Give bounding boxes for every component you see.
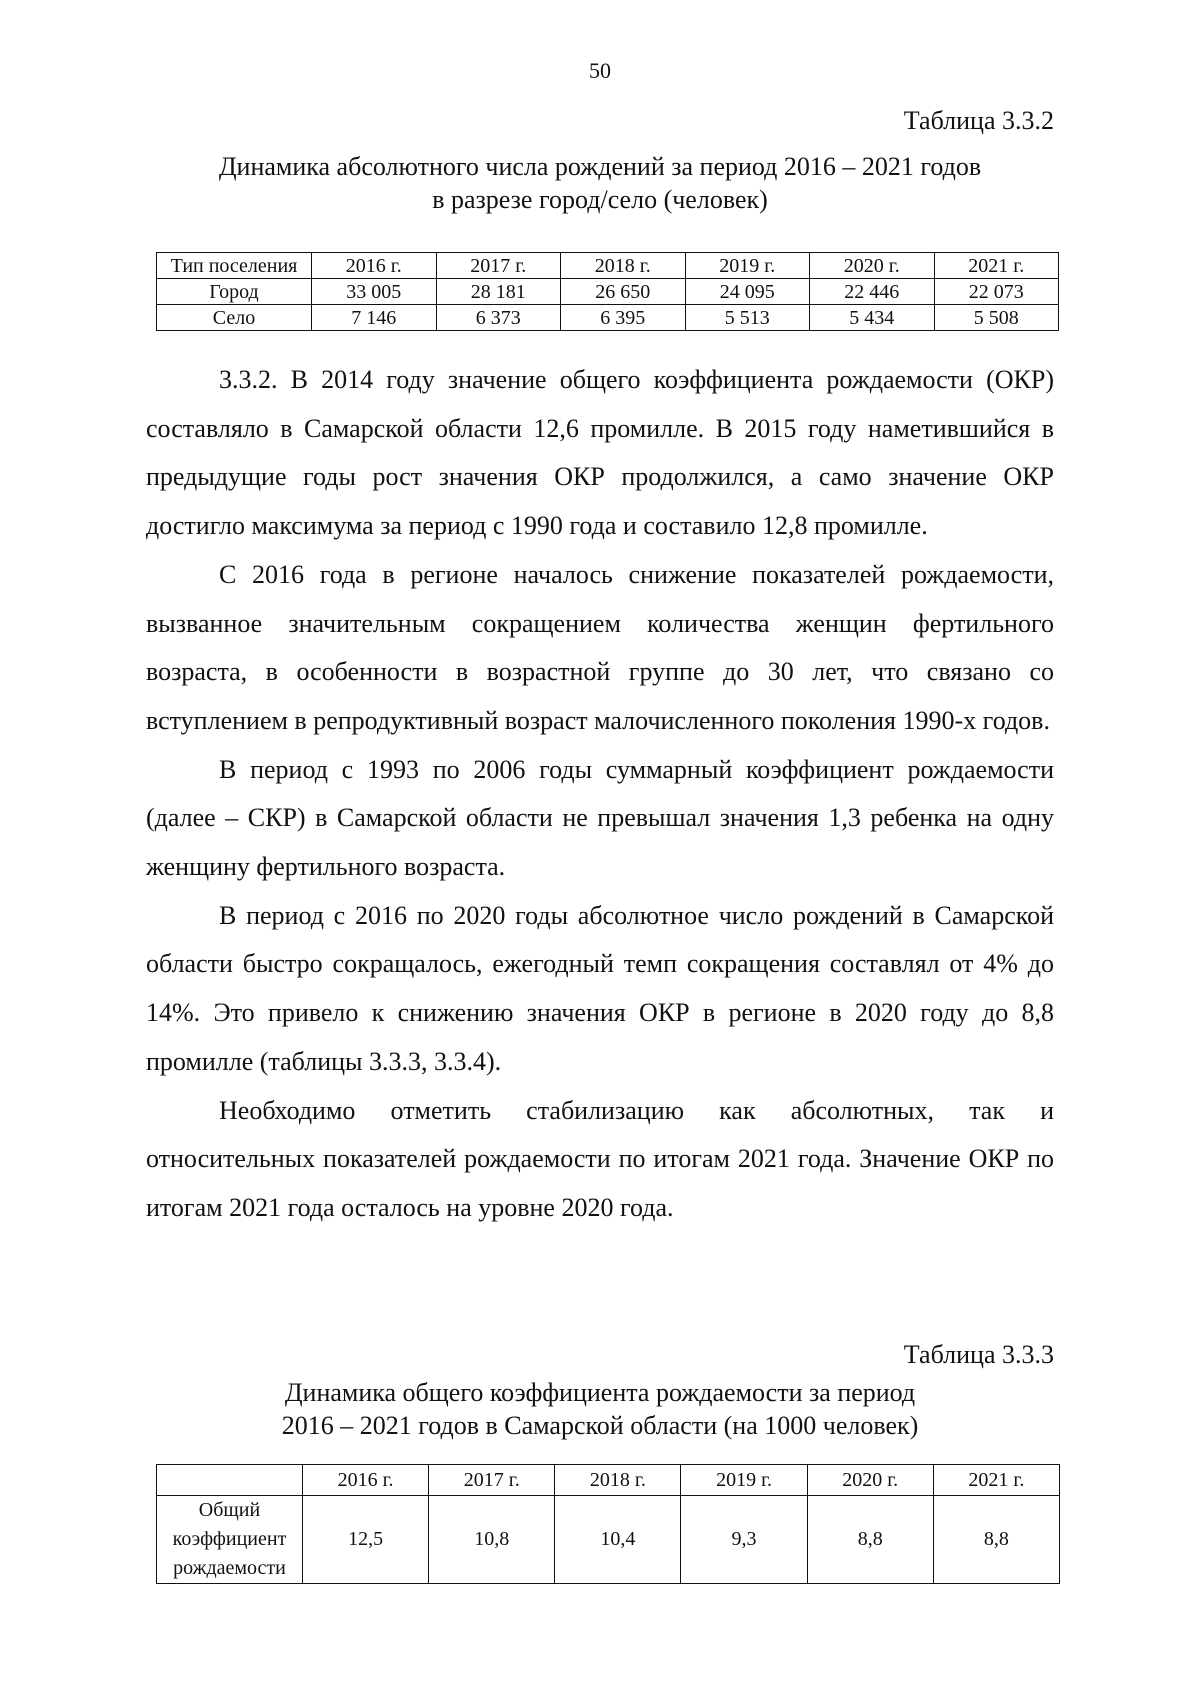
header-cell bbox=[157, 1465, 303, 1496]
header-cell: 2018 г. bbox=[561, 253, 686, 279]
table-header-row bbox=[157, 1465, 1060, 1496]
header-cell: 2019 г. bbox=[681, 1465, 807, 1496]
header-cell: 2019 г. bbox=[685, 253, 810, 279]
header-cell: Тип поселения bbox=[157, 253, 312, 279]
paragraph: С 2016 года в регионе началось снижение показателей рождаемости, вызванное значительным сокращением количества женщин фертильного возраста, в особенности в возрастной группе до 30 лет, что связано со вступлением в репродуктивный возраст малочисленного поколения 1990-х годов. bbox=[146, 559, 1054, 735]
header-cell: 2016 г. bbox=[312, 253, 437, 279]
table-title bbox=[0, 1376, 1200, 1442]
table-row bbox=[157, 1496, 1060, 1584]
table-cell: 9,3 bbox=[681, 1496, 807, 1584]
table-label: Таблица 3.3.3 bbox=[903, 1340, 1054, 1369]
table-cell: 6 373 bbox=[436, 305, 561, 331]
table-row bbox=[157, 279, 1059, 305]
table-cell: 33 005 bbox=[312, 279, 437, 305]
table-header-row bbox=[157, 253, 1059, 279]
table-title-line: 2016 – 2021 годов в Самарской области (на 1000 человек) bbox=[281, 1411, 919, 1440]
births-by-settlement-table bbox=[156, 252, 1059, 331]
header-cell: 2021 г. bbox=[934, 253, 1059, 279]
paragraph: В период с 1993 по 2006 годы суммарный коэффициент рождаемости (далее – СКР) в Самарской области не превышал значения 1,3 ребенка на одну женщину фертильного возраста. bbox=[146, 754, 1054, 882]
header-cell: 2020 г. bbox=[810, 253, 935, 279]
header-cell: 2020 г. bbox=[807, 1465, 933, 1496]
table-cell: 8,8 bbox=[933, 1496, 1059, 1584]
header-cell: 2017 г. bbox=[436, 253, 561, 279]
table-label: Таблица 3.3.2 bbox=[903, 106, 1054, 135]
table-cell: 10,4 bbox=[555, 1496, 681, 1584]
row-label-line: коэффициент bbox=[172, 1528, 287, 1550]
table-cell: 8,8 bbox=[807, 1496, 933, 1584]
paragraph: Необходимо отметить стабилизацию как абсолютных, так и относительных показателей рождаемости по итогам 2021 года. Значение ОКР по итогам 2021 года осталось на уровне 2020 года. bbox=[146, 1095, 1054, 1222]
table-row bbox=[157, 305, 1059, 331]
table-cell: 22 073 bbox=[934, 279, 1059, 305]
body-text bbox=[146, 356, 1054, 1233]
header-cell: 2017 г. bbox=[429, 1465, 555, 1496]
row-label-line: рождаемости bbox=[173, 1557, 286, 1579]
header-cell: 2016 г. bbox=[303, 1465, 429, 1496]
table-cell: 10,8 bbox=[429, 1496, 555, 1584]
page-number: 50 bbox=[589, 58, 611, 83]
table-title-line: в разрезе город/село (человек) bbox=[432, 185, 768, 214]
table-title-line: Динамика общего коэффициента рождаемости за период bbox=[284, 1378, 916, 1407]
header-cell: 2018 г. bbox=[555, 1465, 681, 1496]
paragraph: В период с 2016 по 2020 годы абсолютное число рождений в Самарской области быстро сокращалось, ежегодный темп сокращения составлял от 4% до 14%. Это привело к снижению значения ОКР в регионе в 2020 году до 8,8 промилле (таблицы 3.3.3, 3.3.4). bbox=[146, 900, 1054, 1076]
table-cell: 28 181 bbox=[436, 279, 561, 305]
row-label-cell bbox=[157, 1496, 303, 1584]
table-cell: 12,5 bbox=[303, 1496, 429, 1584]
birth-rate-table bbox=[156, 1464, 1060, 1584]
table-cell: 5 508 bbox=[934, 305, 1059, 331]
table-title bbox=[0, 150, 1200, 216]
table-cell: 22 446 bbox=[810, 279, 935, 305]
table-cell: 6 395 bbox=[561, 305, 686, 331]
table-cell: 26 650 bbox=[561, 279, 686, 305]
table-cell: 5 434 bbox=[810, 305, 935, 331]
header-cell: 2021 г. bbox=[933, 1465, 1059, 1496]
row-label-cell: Село bbox=[157, 305, 312, 331]
table-cell: 5 513 bbox=[685, 305, 810, 331]
table-cell: 24 095 bbox=[685, 279, 810, 305]
table-title-line: Динамика абсолютного числа рождений за период 2016 – 2021 годов bbox=[218, 152, 982, 181]
row-label-line: Общий bbox=[198, 1499, 261, 1521]
paragraph: 3.3.2. В 2014 году значение общего коэффициента рождаемости (ОКР) составляло в Самарской области 12,6 промилле. В 2015 году наметившийся в предыдущие годы рост значения ОКР продолжился, а само значение ОКР достигло максимума за период с 1990 года и составило 12,8 промилле. bbox=[146, 365, 1054, 541]
row-label-cell: Город bbox=[157, 279, 312, 305]
table-cell: 7 146 bbox=[312, 305, 437, 331]
